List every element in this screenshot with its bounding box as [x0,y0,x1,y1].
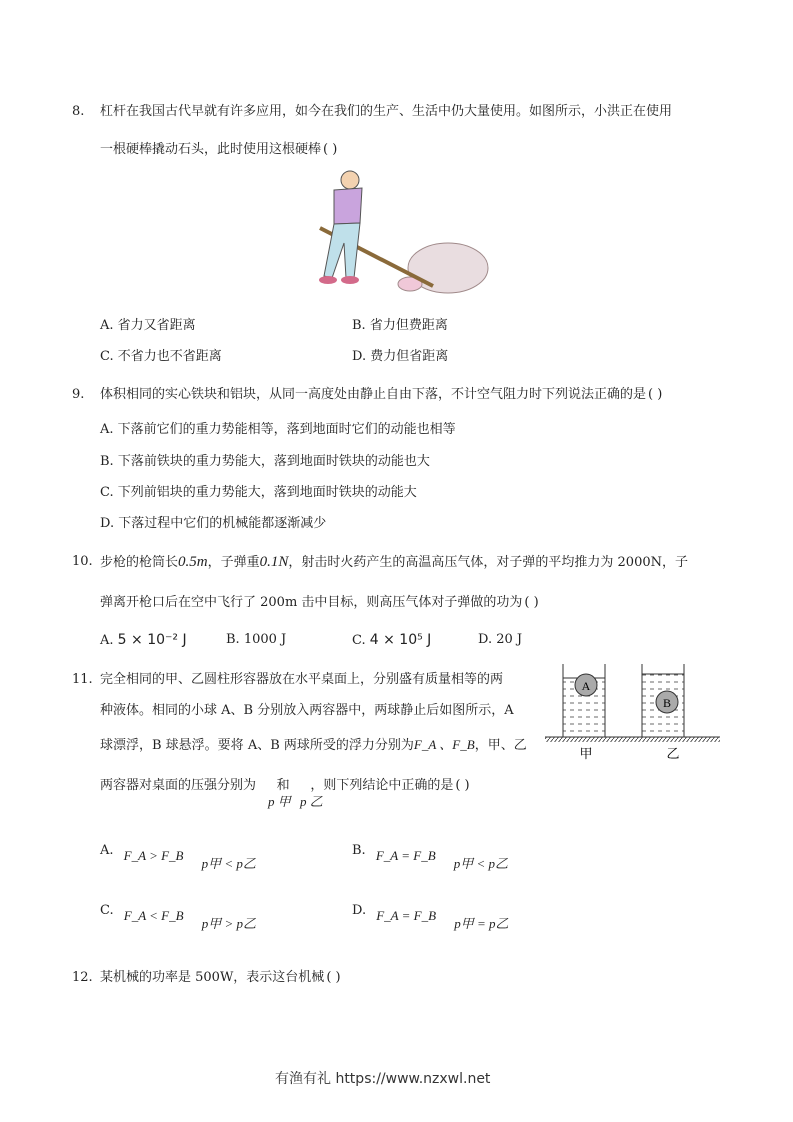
q8-option-d: D. 费力但省距离 [352,349,449,364]
q10-option-b [226,632,286,648]
q9-text [100,387,662,403]
option-label: D. [478,632,493,647]
option-label: B. [226,632,240,647]
option-pressure: p甲 > p乙 [201,916,256,931]
option-value: 5 × 10⁻² J [117,632,187,648]
q10-text-b: ，子弹重 [207,555,260,570]
q8-text-line1: 杠杆在我国古代早就有许多应用，如今在我们的生产、生活中仍大量使用。如图所示，小洪正在使用 [100,104,673,119]
option-pressure: p甲 = p乙 [454,916,509,931]
option-label: A. [100,843,114,858]
option-pressure: p甲 < p乙 [201,856,256,871]
buoyancy-symbols: F_A 、F_B [413,737,475,752]
q9-option-b: B. 下落前铁块的重力势能大，落到地面时铁块的动能也大 [100,454,430,469]
barrel-length: 0.5m [178,554,208,570]
q11-text-line4 [100,778,470,794]
q11-line4-text: 两容器对桌面的压强分别为 和 ，则下列结论中正确的是 [100,778,454,793]
q9-line1-text: 体积相同的实心铁块和铝块，从同一高度处由静止自由下落，不计空气阻力时下列说法正确的是 [100,387,647,402]
q10-number: 10. [72,554,93,569]
option-value: 1000 J [243,632,287,647]
q8-option-c: C. 不省力也不省距离 [100,349,222,364]
option-force: F_A < F_B [123,908,184,923]
pressure-jia: p 甲 [268,794,291,809]
q8-option-a: A. 省力又省距离 [100,318,196,333]
q10-option-c [352,632,431,649]
option-label: A. [100,633,114,648]
pressure-yi: p 乙 [300,794,323,809]
q11-number: 11. [72,672,93,687]
q11-option-d [352,902,509,931]
q8-line2-text: 一根硬棒撬动石头，此时使用这根硬棒 [100,142,322,157]
bullet-weight: 0.1N [259,554,289,570]
ball-a-label: A [581,679,591,693]
q11-text-line2: 种液体。相同的小球 A、B 分别放入两容器中，两球静止后如图所示，A [100,703,514,718]
q11-option-b [352,842,509,871]
q11-text-line1: 完全相同的甲、乙圆柱形容器放在水平桌面上，分别盛有质量相等的两 [100,672,504,687]
option-value: 4 × 10⁵ J [369,632,432,648]
q10-text-line2 [100,595,539,611]
q10-text-c: ，射击时火药产生的高温高压气体，对子弹的平均推力为 2000N，子 [288,555,688,570]
q8-option-b: B. 省力但费距离 [352,318,448,333]
q11-option-a [100,842,256,871]
q12-line1-text: 某机械的功率是 500W，表示这台机械 [100,970,325,985]
lever-illustration [298,168,498,298]
q11-line3-end: ，甲、乙 [474,738,527,753]
answer-paren: ( ) [323,142,338,157]
option-label: D. [352,903,367,918]
q11-option-c [100,902,256,931]
q10-line2-text: 弹离开枪口后在空中飞行了 200m 击中目标，则高压气体对子弹做的功为 [100,595,523,610]
option-force: F_A > F_B [123,848,184,863]
q9-option-a: A. 下落前它们的重力势能相等，落到地面时它们的动能也相等 [100,422,456,437]
option-value: 20 J [496,632,523,647]
option-label: C. [100,903,114,918]
q11-text-line3 [100,737,527,754]
option-force: F_A = F_B [376,908,437,923]
option-pressure: p甲 < p乙 [453,856,509,871]
q11-line3-text: 球漂浮，B 球悬浮。要将 A、B 两球所受的浮力分别为 [100,738,414,753]
q9-option-d: D. 下落过程中它们的机械能都逐渐减少 [100,516,327,531]
q12-text [100,970,341,986]
q10-text-line1 [100,554,688,571]
option-label: B. [352,843,366,858]
option-label: C. [352,633,366,648]
q10-text-a: 步枪的枪筒长 [100,555,179,570]
container-yi-label: 乙 [666,747,680,762]
q10-option-a [100,632,187,649]
containers-figure [545,664,725,764]
ball-b-label: B [662,696,672,710]
q10-option-d [478,632,522,648]
answer-paren: ( ) [326,970,341,985]
answer-paren: ( ) [524,595,539,610]
container-jia-label: 甲 [579,747,593,762]
q8-number: 8. [72,104,85,119]
q8-text-line2 [100,142,337,158]
footer-watermark: 有渔有礼 https://www.nzxwl.net [275,1071,491,1087]
answer-paren: ( ) [648,387,663,402]
q9-number: 9. [72,387,85,402]
q9-option-c: C. 下列前铝块的重力势能大，落到地面时铁块的动能大 [100,485,417,500]
q12-number: 12. [72,970,93,985]
option-force: F_A = F_B [375,848,436,863]
answer-paren: ( ) [455,778,470,793]
